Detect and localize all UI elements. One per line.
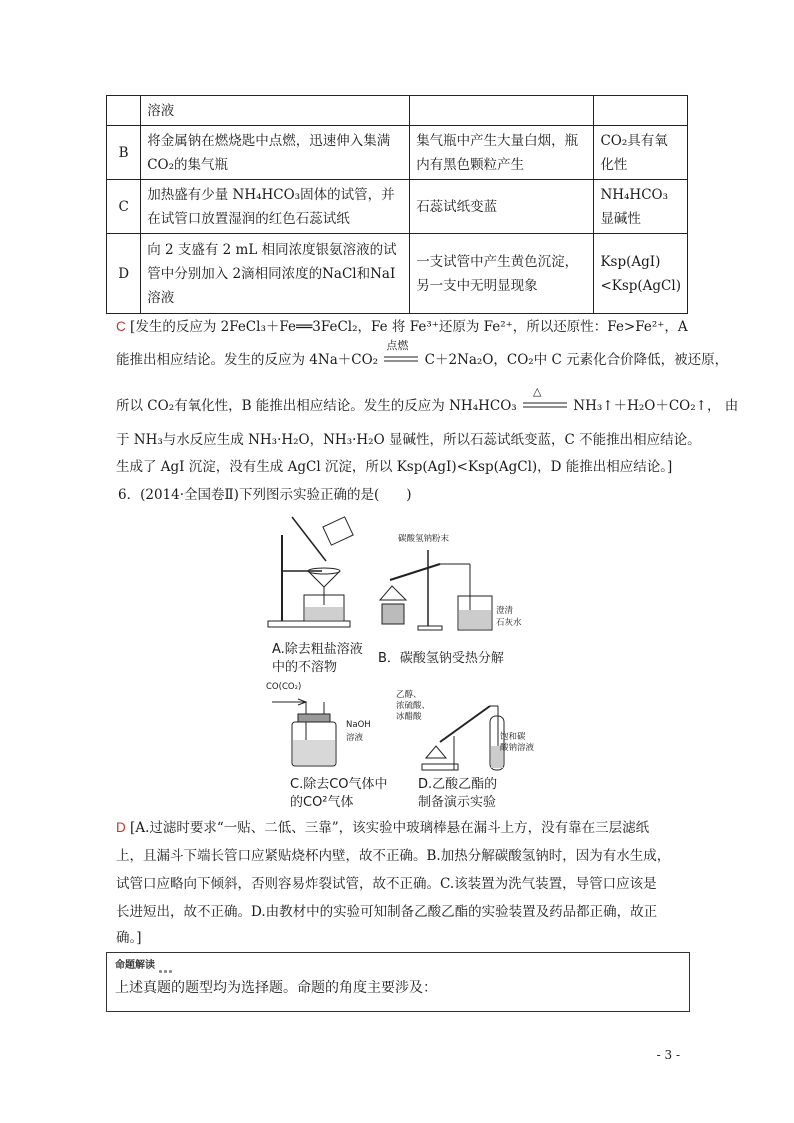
table-row (107, 96, 688, 126)
explanation-text: [发生的反应为 2FeCl₃＋Fe══3FeCl₂，Fe 将 Fe³⁺还原为 Fe²⁺，所以还原性：Fe>Fe²⁺，A (130, 319, 688, 335)
row-operation: 溶液 (141, 96, 410, 126)
explanation-text: [A.过滤时要求“一贴、二低、三靠”，该实验中玻璃棒悬在漏斗上方，没有靠在三层滤纸 (130, 820, 650, 836)
figure-b-caption: B．碳酸氢钠受热分解 (378, 651, 504, 666)
label-gas: CO(CO₂) (266, 682, 302, 692)
figure-a-caption: 中的不溶物 (272, 660, 338, 675)
label-reagent: 浓硫酸、 (396, 701, 431, 711)
row-phenomenon: 石蕊试纸变蓝 (410, 180, 594, 234)
explanation-line (116, 385, 739, 416)
label-lime: 澄清 (496, 606, 514, 616)
explanation-text: NH₃↑＋H₂O＋CO₂↑， 由 (573, 398, 739, 414)
label-reagent: 冰醋酸 (396, 712, 422, 722)
explanation-line (116, 317, 688, 337)
row-label: C (107, 180, 141, 234)
label-naoh: NaOH (346, 720, 371, 730)
figure-d-caption: D.乙酸乙酯的 (418, 777, 498, 792)
reaction-condition: 点燃 (386, 339, 409, 352)
row-phenomenon: 一支试管中产生黄色沉淀，另一支中无明显现象 (410, 234, 594, 314)
filtration-apparatus (262, 515, 382, 635)
double-line-icon (523, 400, 567, 410)
dots-icon (159, 961, 174, 977)
question-6: 6．(2014·全国卷Ⅱ)下列图示实验正确的是( ) (118, 487, 412, 503)
explanation-text: 于 NH₃与水反应生成 NH₃·H₂O，NH₃·H₂O 显碱性，所以石蕊试纸变蓝，C 不能推出相应结论。 (116, 432, 701, 448)
explanation-text: C＋2Na₂O，CO₂中 C 元素化合价降低，被还原， (424, 352, 729, 368)
gas-washing-bottle (268, 690, 368, 770)
answer-letter: D (116, 820, 126, 835)
explanation-text: 长进短出，故不正确。D.由教材中的实验可知制备乙酸乙酯的实验装置及药品都正确，故正 (116, 904, 658, 920)
explanation-line (116, 818, 649, 838)
row-conclusion: CO₂具有氧化性 (594, 126, 688, 180)
reaction-arrow (523, 385, 567, 416)
explanation-text: 所以 CO₂有氧化性，B 能推出相应结论。发生的反应为 NH₄HCO₃ (116, 398, 517, 414)
box-text: 上述真题的题型均为选择题。命题的角度主要涉及： (115, 980, 437, 996)
label-powder: 碳酸氢钠粉末 (398, 534, 450, 544)
explanation-text: 确。] (116, 930, 142, 946)
explanation-text: 上，且漏斗下端长管口应紧贴烧杯内壁，故不正确。B.加热分解碳酸氢钠时，因为有水生成， (116, 848, 671, 864)
commentary-box (106, 952, 690, 1012)
table-row (107, 234, 688, 314)
label-lime: 石灰水 (496, 618, 522, 628)
experiment-table (106, 95, 688, 314)
row-phenomenon: 集气瓶中产生大量白烟，瓶内有黑色颗粒产生 (410, 126, 594, 180)
label-reagent: 乙醇、 (396, 690, 422, 700)
row-conclusion (594, 96, 688, 126)
box-heading: 命题解读 (115, 960, 155, 971)
row-operation: 将金属钠在燃烧匙中点燃，迅速伸入集满CO₂的集气瓶 (141, 126, 410, 180)
row-label: D (107, 234, 141, 314)
figure-c-caption: 的CO²气体 (290, 795, 354, 810)
row-label (107, 96, 141, 126)
explanation-text: 试管口应略向下倾斜，否则容易炸裂试管，故不正确。C.该装置为洗气装置，导管口应该是 (116, 876, 657, 892)
explanation-text: 生成了 AgI 沉淀，没有生成 AgCl 沉淀，所以 Ksp(AgI)<Ksp(AgCl)，D 能推出相应结论。] (116, 459, 673, 475)
row-label: B (107, 126, 141, 180)
row-phenomenon (410, 96, 594, 126)
row-operation: 向 2 支盛有 2 mL 相同浓度银氨溶液的试管中分别加入 2滴相同浓度的NaCl和NaI溶液 (141, 234, 410, 314)
figure-c-caption: C.除去CO气体中 (290, 777, 388, 792)
label-naoh: 溶液 (346, 733, 364, 743)
figure-a-caption: A.除去粗盐溶液 (272, 642, 363, 657)
page-number: - 3 - (656, 1048, 680, 1062)
explanation-text: 能推出相应结论。发生的反应为 4Na＋CO₂ (116, 352, 379, 368)
row-conclusion: NH₄HCO₃显碱性 (594, 180, 688, 234)
table-row (107, 180, 688, 234)
reaction-condition: △ (532, 385, 542, 398)
figure-d-caption: 制备演示实验 (418, 795, 497, 810)
table-row (107, 126, 688, 180)
answer-letter: C (116, 319, 126, 334)
explanation-line (116, 339, 729, 370)
row-conclusion: Ksp(AgI)<Ksp(AgCl) (594, 234, 688, 314)
label-solution: 酸钠溶液 (500, 743, 535, 753)
reaction-arrow (384, 339, 418, 370)
row-operation: 加热盛有少量 NH₄HCO₃固体的试管，并在试管口放置湿润的红色石蕊试纸 (141, 180, 410, 234)
label-solution: 饱和碳 (500, 732, 526, 742)
